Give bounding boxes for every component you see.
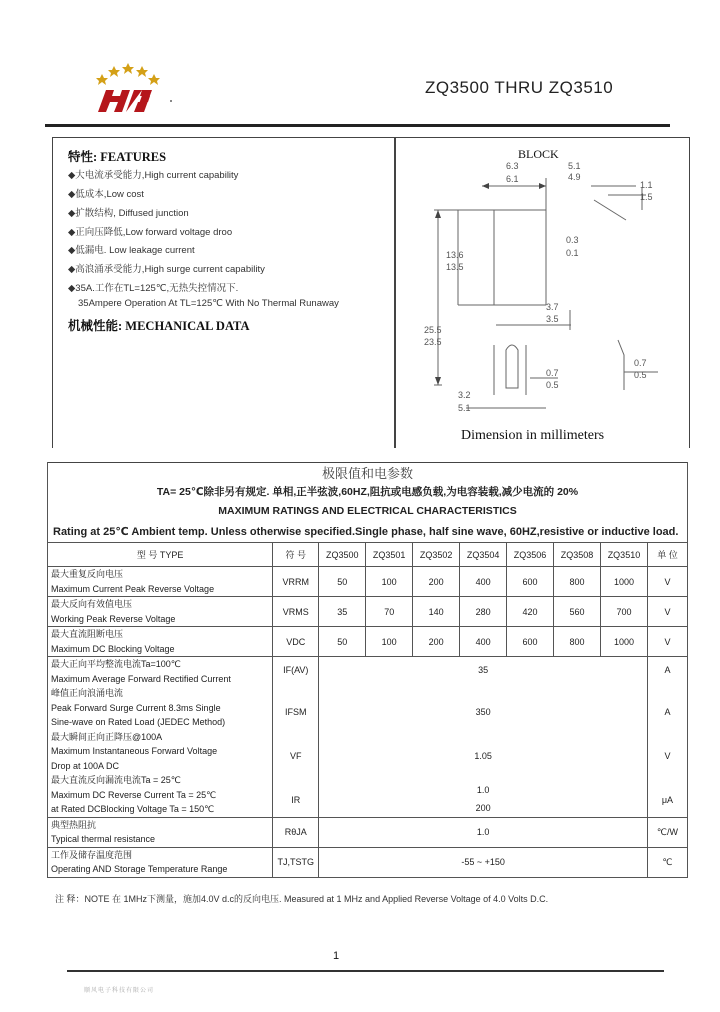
feature-item: ◆扩散结构, Diffused junction [68,208,189,219]
dim-label: 4.9 [568,172,581,182]
document-title: ZQ3500 THRU ZQ3510 [425,78,614,97]
unit-cell: ℃/W [647,817,687,847]
page-number: 1 [333,950,340,962]
unit-cell: ℃ [647,847,687,877]
dim-label: 13.6 [446,250,464,260]
dim-label: 0.7 [634,358,647,368]
model-header: ZQ3508 [554,543,601,567]
feature-item: 35Ampere Operation At TL=125℃ With No Thermal Runaway [78,298,339,309]
param-line: Drop at 100A DC [51,760,120,771]
ratings-cn-title: 极限值和电参数 [48,463,688,483]
ratings-en-conditions: Rating at 25℃ Ambient temp. Unless otherwise specified.Single phase, half sine wave, 60HZ,resistive or inductive load. [48,521,688,543]
value-cell: 1000 [600,627,647,657]
dim-label: 3.2 [458,390,471,400]
model-header: ZQ3502 [413,543,460,567]
dim-label: 6.3 [506,161,519,171]
table-row [48,847,688,877]
feature-item: ◆低成本,Low cost [68,189,144,200]
unit-cell: V [664,751,671,761]
symbol-cell: VF [290,751,302,761]
param-en: Maximum DC Blocking Voltage [51,643,175,654]
value-cell: 280 [460,597,507,627]
table-row [48,627,688,657]
value-cell: 1.0 [319,817,648,847]
value-cell: 800 [554,627,601,657]
table-header-row [48,543,688,567]
param-cn: 典型热阻抗 [51,819,97,830]
model-header: ZQ3501 [366,543,413,567]
param-line: Maximum DC Reverse Current Ta = 25℃ [51,789,217,800]
header-divider [45,124,670,127]
features-heading: 特性: FEATURES [68,150,167,164]
symbol-cell: VDC [273,627,319,657]
block-title: BLOCK [518,147,559,161]
param-en: Operating AND Storage Temperature Range [51,864,228,874]
param-cn: 最大反向有效值电压 [51,599,133,609]
symbol-cell: TJ,TSTG [273,847,319,877]
param-line: 最大瞬间正向正降压@100A [51,731,163,742]
dimension-caption: Dimension in millimeters [461,428,605,443]
param-line: 峰值正向浪涌电流 [51,688,124,698]
value-cell: 400 [460,567,507,597]
param-line: Maximum Average Forward Rectified Current [51,673,231,684]
unit-cell: V [647,597,687,627]
value-cell: 100 [366,567,413,597]
unit-cell: V [647,567,687,597]
table-row [48,567,688,597]
symbol-cell: IF(AV) [283,665,309,675]
value-cell: 800 [554,567,601,597]
dim-label: 1.1 [640,180,653,190]
value-cell: 1.0 [476,785,490,795]
value-cell: 600 [507,567,554,597]
param-line: Peak Forward Surge Current 8.3ms Single [51,702,221,713]
value-cell: 1.05 [474,751,492,761]
value-cell: -55 ~ +150 [319,847,648,877]
param-line: 最大直流反向漏流电流Ta = 25℃ [51,775,181,785]
unit-cell: V [647,627,687,657]
value-cell: 35 [478,665,489,675]
unit-header: 单 位 [647,543,687,567]
feature-item: ◆大电流承受能力,High current capability [68,170,239,181]
company-logo [92,60,172,120]
dim-label: 0.1 [566,248,579,258]
param-line: Sine-wave on Rated Load (JEDEC Method) [51,717,226,727]
param-en: Maximum Current Peak Reverse Voltage [51,583,215,594]
table-row [48,597,688,627]
param-line: Maximum Instantaneous Forward Voltage [51,746,218,756]
value-cell: 200 [413,627,460,657]
param-line: 最大正向平均整流电流Ta=100℃ [51,659,181,669]
feature-item: ◆35A.工作在TL=125℃,无热失控情况下. [68,283,239,294]
unit-cell: μA [661,795,674,805]
table-row-group [48,657,688,818]
dim-label: 25.5 [424,325,442,335]
dim-label: 3.7 [546,302,559,312]
feature-item: ◆低漏电. Low leakage current [68,245,195,256]
param-line: at Rated DCBlocking Voltage Ta = 150℃ [51,804,215,814]
symbol-cell: IR [291,795,301,805]
model-header: ZQ3504 [460,543,507,567]
type-header: 型 号 TYPE [48,543,273,567]
unit-cell: A [664,665,671,675]
model-header: ZQ3500 [319,543,366,567]
value-cell: 200 [413,567,460,597]
value-cell: 560 [554,597,601,627]
dim-label: 0.5 [546,380,559,390]
symbol-header: 符 号 [273,543,319,567]
symbol-cell: IFSM [285,707,307,717]
value-cell: 600 [507,627,554,657]
feature-item: ◆高浪涌承受能力,High surge current capability [68,264,265,275]
mechanical-heading: 机械性能: MECHANICAL DATA [68,319,250,333]
feature-item: ◆正向压降低,Low forward voltage droo [68,227,233,238]
dim-label: 5.1 [568,161,581,171]
param-cn: 最大直流阻断电压 [51,629,124,639]
model-header: ZQ3506 [507,543,554,567]
dim-label: 13.5 [446,262,464,272]
unit-cell: A [664,707,671,717]
dim-label: 0.7 [546,368,559,378]
symbol-cell: VRRM [273,567,319,597]
model-header: ZQ3510 [600,543,647,567]
dim-label: 0.3 [566,235,579,245]
param-en: Typical thermal resistance [51,834,156,844]
dim-label: 5.1 [458,403,471,413]
dim-label: 1.5 [640,192,653,202]
value-cell: 35 [319,597,366,627]
table-row [48,817,688,847]
value-cell: 70 [366,597,413,627]
ratings-cn-conditions: TA= 25℃除非另有规定. 单相,正半弦波,60HZ,阻抗或电感负载,为电容装载,减少电流的 20% [48,483,688,501]
value-cell: 100 [366,627,413,657]
value-cell: 700 [600,597,647,627]
value-cell: 350 [475,707,491,717]
dim-label: 23.5 [424,337,442,347]
symbol-cell: VRMS [273,597,319,627]
dim-label: 0.5 [634,370,647,380]
value-cell: 1000 [600,567,647,597]
footer-text: 顺风电子科技有限公司 [84,988,155,994]
value-cell: 50 [319,627,366,657]
symbol-cell: RθJA [273,817,319,847]
dim-label: 3.5 [546,314,559,324]
ratings-table [47,462,688,878]
param-cn: 工作及储存温度范围 [51,849,133,860]
dim-label: 6.1 [506,174,519,184]
footer-divider [67,970,664,972]
value-cell: 140 [413,597,460,627]
ratings-en-title: MAXIMUM RATINGS AND ELECTRICAL CHARACTERISTICS [48,501,688,521]
value-cell: 420 [507,597,554,627]
param-en: Working Peak Reverse Voltage [51,613,176,624]
value-cell: 200 [475,803,491,813]
value-cell: 400 [460,627,507,657]
param-cn: 最大重复反向电压 [51,569,124,579]
footnote: 注 释：NOTE 在 1MHz下测量，施加4.0V d.c的反向电压. Measured at 1 MHz and Applied Reverse Voltage of 4.0 Volts D.C. [55,894,549,904]
value-cell: 50 [319,567,366,597]
